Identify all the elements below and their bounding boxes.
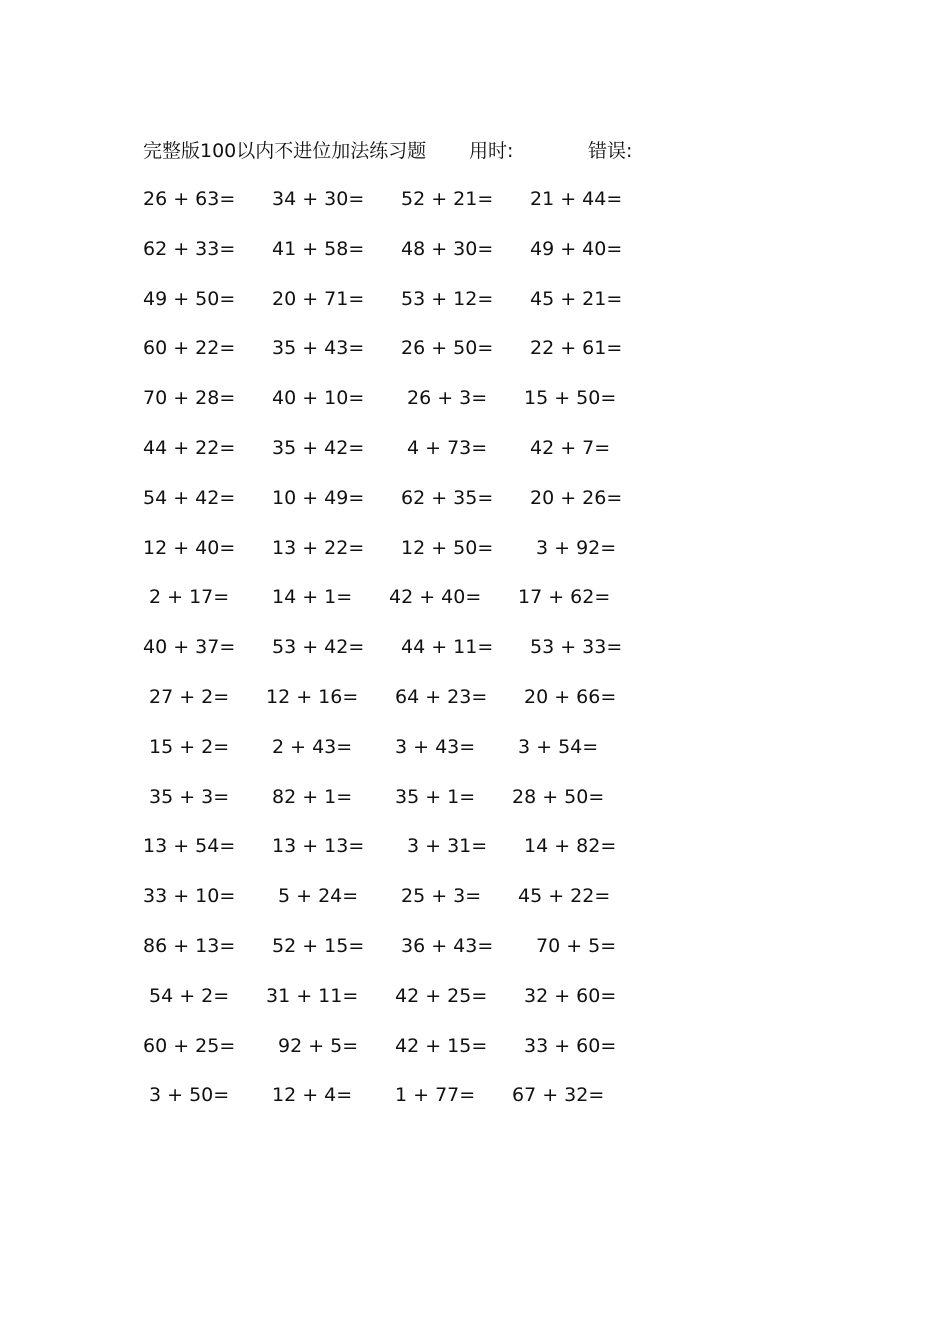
time-label: 用时: [469,140,514,162]
problem-row [143,583,663,633]
problem-row [143,783,663,833]
addition-problem: 2 + 17= [149,586,230,609]
addition-problem: 52 + 15= [272,934,365,957]
addition-problem: 34 + 30= [272,188,365,210]
addition-problem: 52 + 21= [401,188,494,210]
problem-row [143,185,663,235]
addition-problem: 12 + 16= [266,685,359,708]
addition-problem: 3 + 43= [395,735,476,758]
addition-problem: 20 + 71= [272,287,365,310]
addition-problem: 22 + 61= [530,337,623,360]
addition-problem: 44 + 22= [143,436,236,459]
addition-problem: 82 + 1= [272,785,353,808]
addition-problem: 32 + 60= [524,984,617,1007]
addition-problem: 25 + 3= [401,885,482,908]
addition-problem: 42 + 7= [530,436,611,459]
problem-row [143,633,663,683]
problem-row [143,235,663,285]
addition-problem: 49 + 40= [530,237,623,260]
addition-problem: 10 + 49= [272,486,365,509]
addition-problem: 12 + 50= [401,536,494,559]
addition-problem: 15 + 2= [149,735,230,758]
worksheet-title: 完整版100以内不进位加法练习题 [143,140,427,162]
addition-problem: 13 + 54= [143,835,236,858]
addition-problem: 86 + 13= [143,934,236,957]
addition-problem: 49 + 50= [143,287,236,310]
addition-problem: 48 + 30= [401,237,494,260]
addition-problem: 3 + 92= [536,536,617,559]
problem-row [143,683,663,733]
addition-problem: 26 + 3= [407,387,488,410]
worksheet-header [143,136,663,166]
problem-grid [143,185,663,1131]
problem-row [143,384,663,434]
addition-problem: 36 + 43= [401,934,494,957]
addition-problem: 42 + 40= [389,586,482,609]
addition-problem: 35 + 1= [395,785,476,808]
problem-row [143,882,663,932]
addition-problem: 3 + 31= [407,835,488,858]
addition-problem: 21 + 44= [530,188,623,210]
addition-problem: 44 + 11= [401,636,494,659]
addition-problem: 42 + 15= [395,1034,488,1057]
addition-problem: 3 + 50= [149,1084,230,1107]
addition-problem: 14 + 82= [524,835,617,858]
addition-problem: 53 + 42= [272,636,365,659]
addition-problem: 62 + 35= [401,486,494,509]
addition-problem: 35 + 3= [149,785,230,808]
problem-row [143,484,663,534]
addition-problem: 13 + 13= [272,835,365,858]
addition-problem: 35 + 43= [272,337,365,360]
addition-problem: 20 + 26= [530,486,623,509]
addition-problem: 31 + 11= [266,984,359,1007]
problem-row [143,334,663,384]
problem-row [143,932,663,982]
addition-problem: 40 + 37= [143,636,236,659]
addition-problem: 53 + 12= [401,287,494,310]
addition-problem: 20 + 66= [524,685,617,708]
addition-problem: 2 + 43= [272,735,353,758]
addition-problem: 67 + 32= [512,1084,605,1107]
addition-problem: 54 + 42= [143,486,236,509]
addition-problem: 62 + 33= [143,237,236,260]
addition-problem: 60 + 25= [143,1034,236,1057]
problem-row [143,534,663,584]
addition-problem: 60 + 22= [143,337,236,360]
problem-row [143,982,663,1032]
addition-problem: 40 + 10= [272,387,365,410]
problem-row [143,832,663,882]
errors-label: 错误: [588,140,633,162]
addition-problem: 4 + 73= [407,436,488,459]
addition-problem: 28 + 50= [512,785,605,808]
addition-problem: 5 + 24= [278,885,359,908]
addition-problem: 33 + 10= [143,885,236,908]
addition-problem: 45 + 21= [530,287,623,310]
addition-problem: 54 + 2= [149,984,230,1007]
addition-problem: 53 + 33= [530,636,623,659]
addition-problem: 42 + 25= [395,984,488,1007]
addition-problem: 12 + 4= [272,1084,353,1107]
addition-problem: 27 + 2= [149,685,230,708]
problem-row [143,733,663,783]
problem-row [143,1032,663,1082]
addition-problem: 12 + 40= [143,536,236,559]
problem-row [143,1081,663,1131]
addition-problem: 35 + 42= [272,436,365,459]
problem-row [143,434,663,484]
addition-problem: 26 + 50= [401,337,494,360]
addition-problem: 13 + 22= [272,536,365,559]
addition-problem: 70 + 28= [143,387,236,410]
addition-problem: 17 + 62= [518,586,611,609]
addition-problem: 64 + 23= [395,685,488,708]
problem-row [143,285,663,335]
addition-problem: 3 + 54= [518,735,599,758]
addition-problem: 14 + 1= [272,586,353,609]
addition-problem: 26 + 63= [143,188,236,210]
addition-problem: 1 + 77= [395,1084,476,1107]
addition-problem: 41 + 58= [272,237,365,260]
addition-problem: 33 + 60= [524,1034,617,1057]
addition-problem: 92 + 5= [278,1034,359,1057]
addition-problem: 45 + 22= [518,885,611,908]
addition-problem: 15 + 50= [524,387,617,410]
addition-problem: 70 + 5= [536,934,617,957]
